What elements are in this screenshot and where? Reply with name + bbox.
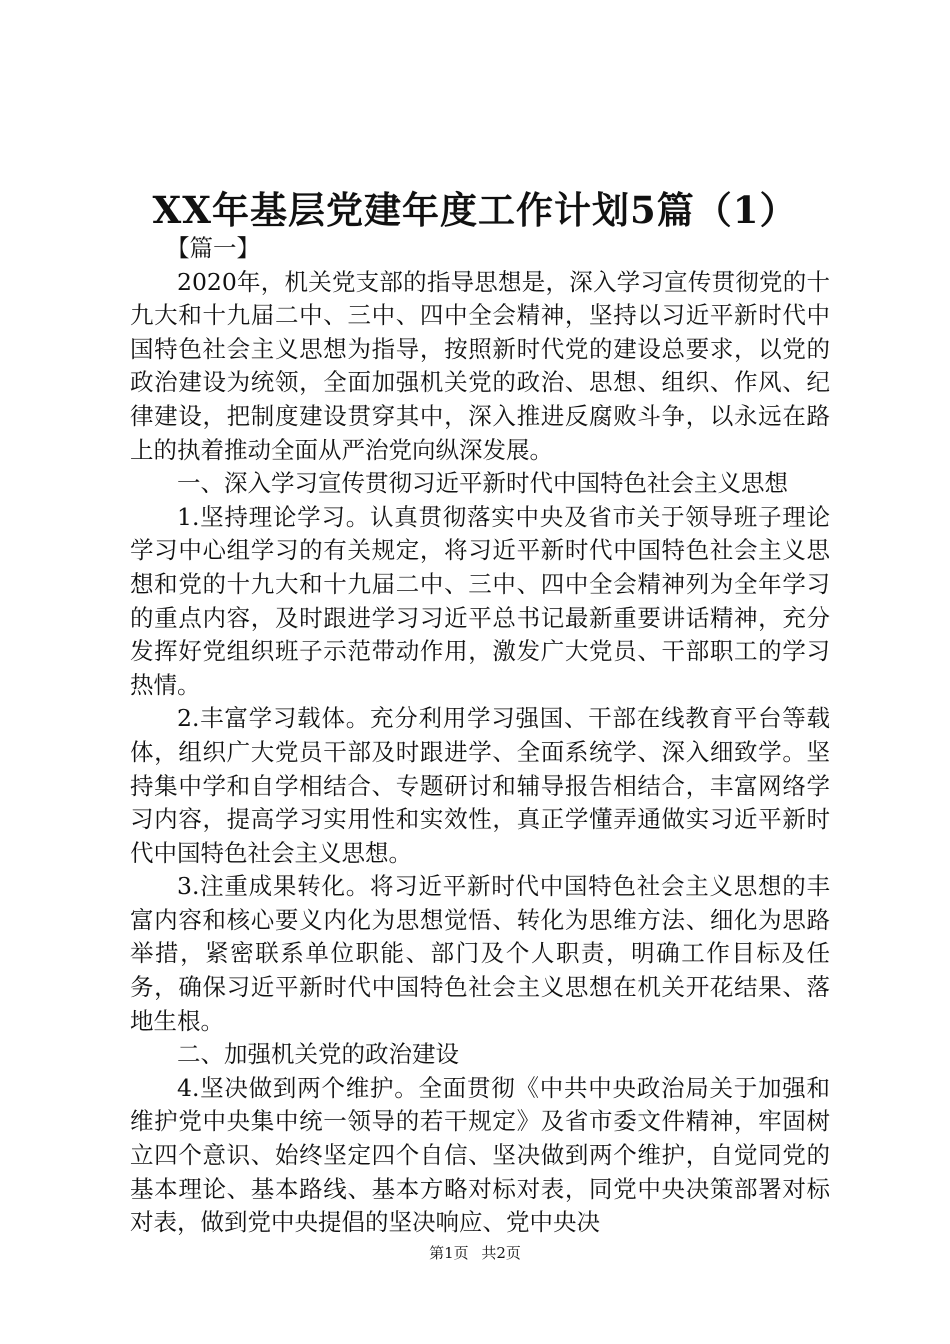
document-title: XX年基层党建年度工作计划5篇（1）: [152, 188, 798, 232]
page-number: 第1页: [429, 1244, 469, 1262]
paragraph-intro: 2020年，机关党支部的指导思想是，深入学习宣传贯彻党的十九大和十九届二中、三中、四中全会精神，坚持以习近平新时代中国特色社会主义思想为指导，按照新时代党的建设总要求，以党的政治建设为统领，全面加强机关党的政治、思想、组织、作风、纪律建设，把制度建设贯穿其中，深入推进反腐败斗争，以永远在路上的执着推动全面从严治党向纵深发展。: [130, 267, 830, 464]
page-total: 共2页: [481, 1244, 521, 1262]
document-body: [130, 232, 830, 1240]
paragraph-item-3: 3.注重成果转化。将习近平新时代中国特色社会主义思想的丰富内容和核心要义内化为思想觉悟、转化为思维方法、细化为思路举措，紧密联系单位职能、部门及个人职责，明确工作目标及任务，确保习近平新时代中国特色社会主义思想在机关开花结果、落地生根。: [130, 872, 830, 1035]
heading-part-one: 一、深入学习宣传贯彻习近平新时代中国特色社会主义思想: [177, 469, 788, 498]
paragraph-item-1: 1.坚持理论学习。认真贯彻落实中央及省市关于领导班子理论学习中心组学习的有关规定，将习近平新时代中国特色社会主义思想和党的十九大和十九届二中、三中、四中全会精神列为全年学习的重点内容，及时跟进学习习近平总书记最新重要讲话精神，充分发挥好党组织班子示范带动作用，激发广大党员、干部职工的学习热情。: [130, 502, 830, 699]
heading-part-two: 二、加强机关党的政治建设: [177, 1040, 459, 1069]
section-label: 【篇一】: [166, 234, 260, 262]
paragraph-item-2: 2.丰富学习载体。充分利用学习强国、干部在线教育平台等载体，组织广大党员干部及时跟进学、全面系统学、深入细致学。坚持集中学和自学相结合、专题研讨和辅导报告相结合，丰富网络学习内容，提高学习实用性和实效性，真正学懂弄通做实习近平新时代中国特色社会主义思想。: [130, 704, 830, 867]
paragraph-item-4: 4.坚决做到两个维护。全面贯彻《中共中央政治局关于加强和维护党中央集中统一领导的若干规定》及省市委文件精神，牢固树立四个意识、始终坚定四个自信、坚决做到两个维护，自觉同党的基本理论、基本路线、基本方略对标对表，同党中央决策部署对标对表，做到党中央提倡的坚决响应、党中央决: [130, 1073, 830, 1237]
page-footer: [0, 1243, 950, 1263]
